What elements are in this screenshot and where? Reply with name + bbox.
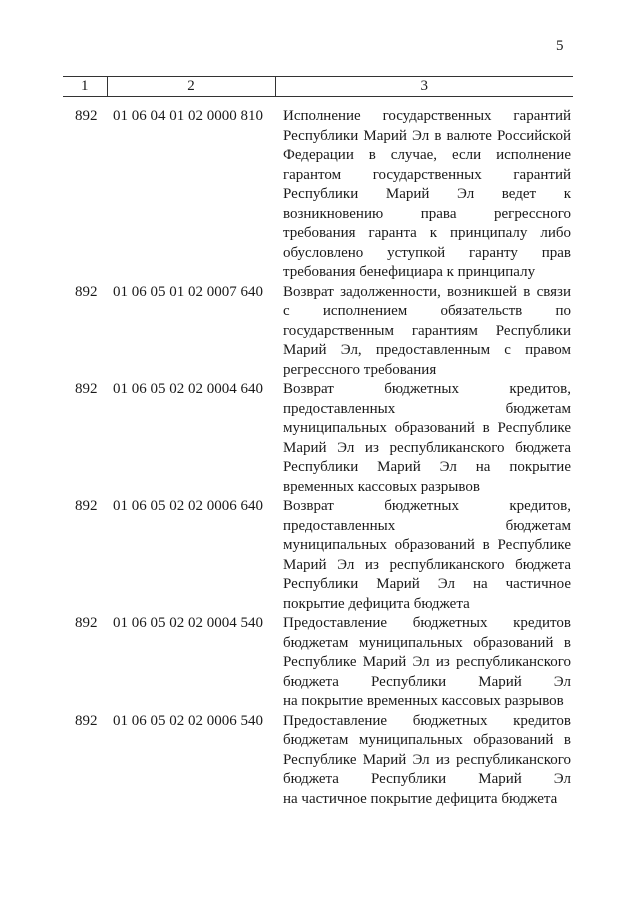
description-line: обусловлено уступкой гаранту прав: [283, 244, 571, 261]
description-line: муниципальных образований в Республике: [283, 537, 571, 553]
description-line: на частичное покрытие дефицита бюджета: [283, 790, 558, 807]
source-code: 01 06 05 02 02 0006 640: [113, 498, 263, 514]
admin-code: 892: [75, 283, 98, 300]
description-line: государственным гарантиям Республики: [283, 322, 571, 339]
column-header-row: [63, 77, 573, 97]
description-line: Федерации в случае, если исполнение: [283, 147, 571, 163]
description-line: Марий Эл, предоставленным с правом: [283, 342, 571, 358]
table-row: [0, 107, 639, 283]
description-line: Возврат бюджетных кредитов,: [283, 498, 571, 514]
source-code: 01 06 04 01 02 0000 810: [113, 108, 263, 124]
admin-code: 892: [75, 615, 98, 631]
description-line: Республики Марий Эл в валюте Российской: [283, 127, 571, 144]
description-line: Марий Эл из республиканского бюджета: [283, 556, 571, 573]
description-line: Возврат задолженности, возникшей в связи: [283, 283, 571, 300]
source-description: [283, 497, 571, 614]
admin-code: 892: [75, 381, 98, 397]
description-line: предоставленных бюджетам: [283, 517, 571, 534]
description-line: на покрытие временных кассовых разрывов: [283, 693, 564, 709]
description-line: требования гаранта к принципалу либо: [283, 225, 571, 241]
description-line: предоставленных бюджетам: [283, 400, 571, 417]
table-row: [0, 380, 639, 497]
table-row: [0, 497, 639, 614]
admin-code: 892: [75, 712, 98, 729]
description-line: требования бенефициара к принципалу: [283, 264, 536, 280]
table-row: [0, 614, 639, 712]
description-line: с исполнением обязательств по: [283, 303, 571, 319]
description-line: покрытие дефицита бюджета: [283, 595, 470, 612]
budget-code-list: [0, 107, 639, 809]
column-header-2: 2: [107, 77, 275, 97]
description-line: бюджета Республики Марий Эл: [283, 771, 571, 787]
description-line: гарантом государственных гарантий: [283, 166, 571, 183]
description-line: муниципальных образований в Республике: [283, 420, 571, 436]
source-code: 01 06 05 02 02 0004 640: [113, 381, 263, 397]
description-line: Предоставление бюджетных кредитов: [283, 712, 571, 729]
source-code: 01 06 05 02 02 0006 540: [113, 712, 263, 729]
description-line: Республике Марий Эл из республиканского: [283, 654, 571, 670]
source-description: [283, 614, 571, 712]
description-line: Предоставление бюджетных кредитов: [283, 615, 571, 631]
source-code: 01 06 05 02 02 0004 540: [113, 615, 263, 631]
description-line: Исполнение государственных гарантий: [283, 108, 571, 124]
description-line: возникновению права регрессного: [283, 205, 571, 222]
table-row: [0, 283, 639, 381]
description-line: Республике Марий Эл из республиканского: [283, 751, 571, 768]
description-line: Республики Марий Эл на покрытие: [283, 459, 571, 475]
description-line: Марий Эл из республиканского бюджета: [283, 439, 571, 456]
description-line: временных кассовых разрывов: [283, 478, 480, 495]
column-header-table: [63, 76, 573, 97]
source-description: [283, 712, 571, 810]
source-code: 01 06 05 01 02 0007 640: [113, 283, 263, 300]
description-line: Республики Марий Эл на частичное: [283, 576, 571, 592]
table-row: [0, 712, 639, 810]
column-header-3: 3: [275, 77, 573, 97]
description-line: Республики Марий Эл ведет к: [283, 186, 571, 202]
description-line: регрессного требования: [283, 361, 437, 378]
description-line: бюджетам муниципальных образований в: [283, 732, 571, 748]
admin-code: 892: [75, 498, 98, 514]
source-description: [283, 107, 571, 283]
description-line: Возврат бюджетных кредитов,: [283, 381, 571, 397]
source-description: [283, 380, 571, 497]
source-description: [283, 283, 571, 381]
column-header-1: 1: [63, 77, 107, 97]
description-line: бюджетам муниципальных образований в: [283, 634, 571, 651]
admin-code: 892: [75, 108, 98, 124]
page-number: 5: [556, 38, 564, 54]
description-line: бюджета Республики Марий Эл: [283, 673, 571, 690]
